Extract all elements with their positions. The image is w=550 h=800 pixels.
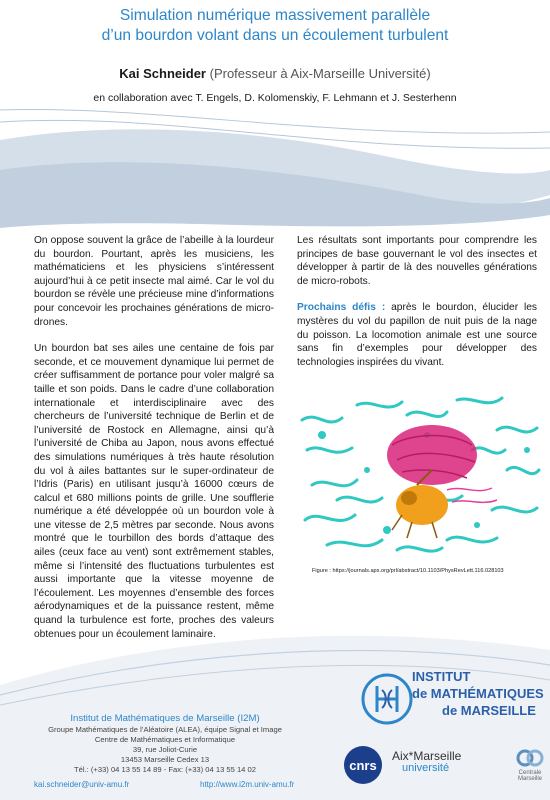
cnrs-logo — [343, 745, 383, 785]
i2m-logo-text — [412, 668, 544, 719]
city-address: 13453 Marseille Cedex 13 — [120, 755, 210, 764]
paragraph-intro: On oppose souvent la grâce de l’abeille à la lourdeur du bourdon. Pourtant, après les musiciens, les mathématiciens et les physiciens s’intéressent aujourd’hui à ce petit insecte mal aimé. Car le vol du bourdon se révèle une précieuse mine d’informations pour concevoir les prochaines générations de micro-drones. — [34, 235, 274, 328]
author-name: Kai Schneider — [119, 66, 206, 81]
contact-email-link[interactable]: kai.schneider@univ-amu.fr — [34, 780, 130, 789]
research-center: Centre de Mathématiques et Informatique — [94, 735, 236, 744]
challenges-label: Prochains défis : — [297, 302, 386, 314]
i2m-line-3: de MARSEILLE — [442, 703, 536, 718]
i2m-logo-icon — [360, 672, 414, 726]
title-line-2: d’un bourdon volant dans un écoulement turbulent — [101, 27, 449, 44]
i2m-line-2: de MATHÉMATIQUES — [412, 686, 544, 701]
institute-name: Institut de Mathématiques de Marseille (I2M) — [70, 713, 260, 724]
centrale-mark-icon — [515, 748, 545, 768]
header-wave-decoration — [0, 100, 550, 250]
footer-address — [30, 712, 300, 775]
centrale-logo — [510, 748, 550, 782]
paragraph-results: Les résultats sont importants pour comprendre les principes de base gouvernant le vol des insectes et développer à partir de là des nouvelles générations de micro-robots. — [297, 235, 537, 287]
title-line-1: Simulation numérique massivement parallèle — [119, 7, 431, 24]
challenges-text: après le bourdon, élucider les mystères du vol du papillon de nuit puis de la nage du poisson. La locomotion animale est une source sans fin d’exemples pour développer des technologies inspirées du vivant. — [297, 302, 538, 368]
research-group: Groupe Mathématiques de l’Aléatoire (ALEA), équipe Signal et Image — [48, 725, 282, 734]
paragraph-challenges — [297, 301, 537, 369]
collaborators: en collaboration avec T. Engels, D. Kolomenskiy, F. Lehmann et J. Sesterhenn — [93, 92, 457, 104]
amu-logo — [392, 750, 461, 774]
paragraph-research: Un bourdon bat ses ailes une centaine de fois par seconde, et ce mouvement dynamique lui permet de créer suffisamment de portance pour voler malgré sa taille et son poids. Dans le cadre d’une collaboration internationale et interdisciplinaire avec des chercheurs de l’université technique de Berlin et de l’université de Rostock en Allemagne, ainsi qu’à l’université de Chiba au Japon, nous avons effectué des simulations numériques à très haute résolution du vol à ailes battantes sur le super-ordinateur de l’Idris (Paris) en utilisant jusqu’à 16000 cœurs de calcul et 680 millions points de grille. Une soufflerie numérique a été développée où un bourdon vole à une vitesse de 2,5 mètres par seconde. Nous avons montré que le tourbillon des bords d’attaque des ailes (ceux face au vent) sont extrêmement stables, même si l’intensité des fluctuations turbulentes est aussi importante que la vitesse moyenne de l’écoulement. Les moyennes d’ensemble des forces aérodynamiques et de la puissance restent, même quand la turbulence est forte, proches des valeurs obtenues pour un écoulement laminaire. — [34, 343, 274, 640]
amu-line-1: Aix*Marseille — [392, 749, 462, 763]
amu-line-2: université — [402, 762, 450, 774]
figure-caption: Figure : https://journals.aps.org/prl/abstract/10.1103/PhysRevLett.116.028103 — [312, 568, 504, 574]
phone-fax: Tél.: (+33) 04 13 55 14 89 - Fax: (+33) 04 13 55 14 02 — [74, 765, 256, 774]
i2m-line-1: INSTITUT — [412, 669, 471, 684]
centrale-text: Centrale Marseille — [517, 770, 542, 782]
street-address: 39, rue Joliot-Curie — [132, 745, 198, 754]
cnrs-logo-text: cnrs — [349, 758, 377, 773]
author-affiliation: (Professeur à Aix-Marseille Université) — [209, 66, 431, 81]
author-line — [0, 66, 550, 81]
website-link[interactable]: http://www.i2m.univ-amu.fr — [200, 780, 295, 789]
text-column-right — [297, 234, 537, 382]
poster-title — [0, 6, 550, 46]
simulation-figure — [297, 390, 541, 563]
